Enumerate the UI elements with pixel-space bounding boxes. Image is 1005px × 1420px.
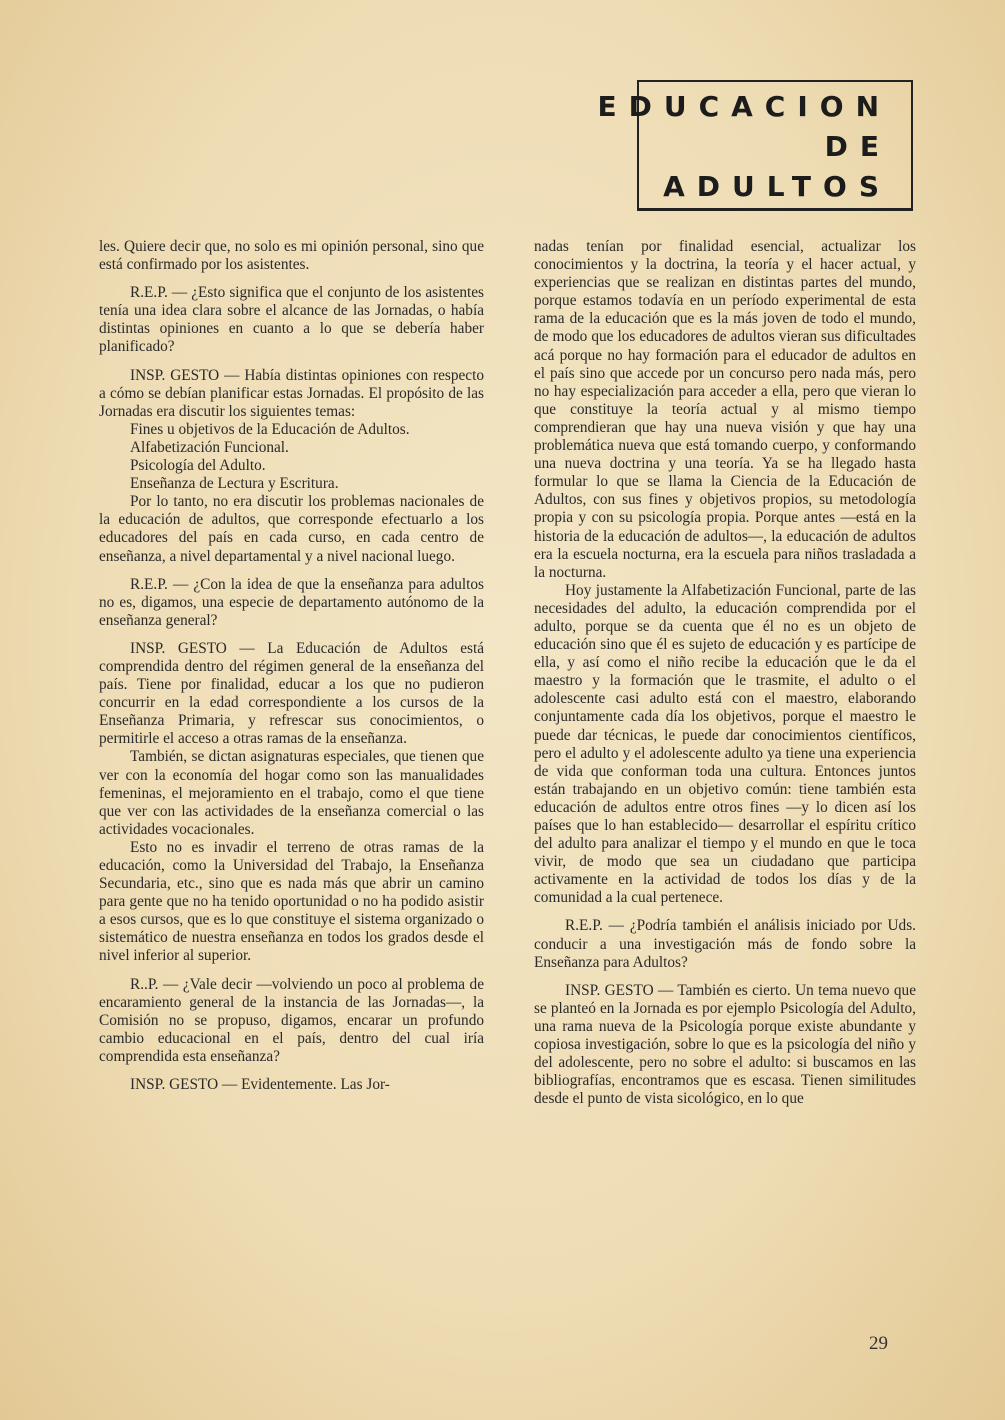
paragraph: Hoy justamente la Alfabetización Funcional, parte de las necesidades del adulto, la educación comprendida por el adulto, porque se da cuenta que él no es un objeto de educación sino que él es sujeto de educación y es partícipe de ella, y así como el niño recibe la educación que le da el maestro y la formación que le trasmite, el adulto o el adolescente casi adulto está con el maestro, elaborando conjuntamente cada día los objetivos, porque el maestro le puede dar técnicas, le puede dar conocimientos científicos, pero el adulto y el adolescente adulto ya tiene una experiencia de vida que conforman toda una cultura. Entonces juntos están trabajando en un objetivo común: tiene también esta educación de adultos entre otros fines —y lo dicen así los países que lo han establecido— desarrollar el espíritu crítico del adulto para analizar el tiempo y el mundo en que le toca vivir, de modo que sea un ciudadano que participa activamente en la actividad de todos los días y de la comunidad a la cual pertenece. bbox=[534, 581, 916, 907]
paragraph: R.E.P. — ¿Con la idea de que la enseñanza para adultos no es, digamos, una especie de departamento autónomo de la enseñanza general? bbox=[99, 575, 484, 629]
heading-line-1: EDUCACION bbox=[597, 90, 891, 123]
right-column bbox=[534, 238, 916, 1118]
paragraph: Esto no es invadir el terreno de otras ramas de la educación, como la Universidad del Trabajo, la Enseñanza Secundaria, etc., sino que es nada más que abrir un camino para gente que no ha tenido oportunidad o no ha podido asistir a esos cursos, que es lo que constituye el sistema organizado o sistemático de nuestra enseñanza en todos los grados desde el nivel inferior al superior. bbox=[99, 838, 484, 965]
heading-line-3: ADULTOS bbox=[663, 170, 891, 203]
paragraph: R.E.P. — ¿Podría también el análisis iniciado por Uds. conducir a una investigación más de fondo sobre la Enseñanza para Adultos? bbox=[534, 917, 916, 971]
heading-line-2: DE bbox=[824, 130, 891, 163]
paragraph: les. Quiere decir que, no solo es mi opinión personal, sino que está confirmado por los asistentes. bbox=[99, 238, 484, 274]
list-item: Psicología del Adulto. bbox=[130, 457, 266, 475]
list-item: Enseñanza de Lectura y Escritura. bbox=[130, 475, 339, 493]
paragraph: INSP. GESTO — Evidentemente. Las Jor- bbox=[130, 1076, 390, 1094]
section-heading-box bbox=[597, 80, 913, 211]
paragraph: nadas tenían por finalidad esencial, actualizar los conocimientos y la doctrina, la teoría y el hacer actual, y experiencias que se realizan en distintas partes del mundo, porque estamos todavía en un período experimental de esta rama de la educación que es la más joven de todo el mundo, de modo que los educadores de adultos vieran sus dificultades acá porque no hay formación para el educador de adultos en el país sino que accede por un concurso pero nada más, pero no hay especialización para acceder a ella, pero que vieran lo que constituye la teoría actual y al mismo tiempo comprendieran que hay una nueva visión y que hay una problemática nueva que está tomando cuerpo, y conformando una nueva doctrina y una teoría. Ya se ha llegado hasta formular lo que se llama la Ciencia de la Educación de Adultos, con sus fines y objetivos propios, su metodología propia y con su psicología propia. Porque antes —está en la historia de la educación de adultos—, la educación de adultos era la escuela nocturna, era la escuela para niños trasladada a la nocturna. bbox=[534, 238, 916, 581]
list-item: Alfabetización Funcional. bbox=[130, 438, 289, 456]
paragraph: INSP. GESTO — También es cierto. Un tema nuevo que se planteó en la Jornada es por ejemplo Psicología del Adulto, una rama nueva de la Psicología porque existe abundante y copiosa investigación, sobre lo que es la psicología del niño y del adolescente, pero no sobre el adulto: si buscamos en las bibliografías, encontramos que es escasa. Tienen similitudes desde el punto de vista sicológico, en lo que bbox=[534, 981, 916, 1108]
page-number: 29 bbox=[869, 1333, 888, 1354]
paragraph: También, se dictan asignaturas especiales, que tienen que ver con la economía del hogar como son las manualidades femeninas, el mejoramiento en el trabajo, como el que tiene que ver con las actividades de la enseñanza comercial o las actividades vocacionales. bbox=[99, 748, 484, 838]
paragraph: R.E.P. — ¿Esto significa que el conjunto de los asistentes tenía una idea clara sobre el alcance de las Jornadas, o había distintas opiniones en cuanto a lo que se debería haber planificado? bbox=[99, 284, 484, 356]
paragraph: INSP. GESTO — La Educación de Adultos está comprendida dentro del régimen general de la enseñanza del país. Tiene por finalidad, educar a los que no pudieron concurrir en la edad correspondiente a los cursos de la Enseñanza Primaria, y refrescar sus conocimientos, o permitirle el acceso a otras ramas de la enseñanza. bbox=[99, 639, 484, 748]
paragraph: R..P. — ¿Vale decir —volviendo un poco al problema de encaramiento general de la instancia de las Jornadas—, la Comisión no se propuso, digamos, encarar un profundo cambio educacional en el país, dentro del cual iría comprendida esta enseñanza? bbox=[99, 975, 484, 1065]
paragraph: Por lo tanto, no era discutir los problemas nacionales de la educación de adultos, que corresponde efectuarlo a los educadores del país en cada curso, en cada centro de enseñanza, a nivel departamental y a nivel nacional luego. bbox=[99, 493, 484, 565]
list-item: Fines u objetivos de la Educación de Adultos. bbox=[130, 420, 410, 438]
left-column bbox=[99, 238, 484, 1104]
paragraph: INSP. GESTO — Había distintas opiniones con respecto a cómo se debían planificar estas Jornadas. El propósito de las Jornadas era discutir los siguientes temas: bbox=[99, 366, 484, 420]
